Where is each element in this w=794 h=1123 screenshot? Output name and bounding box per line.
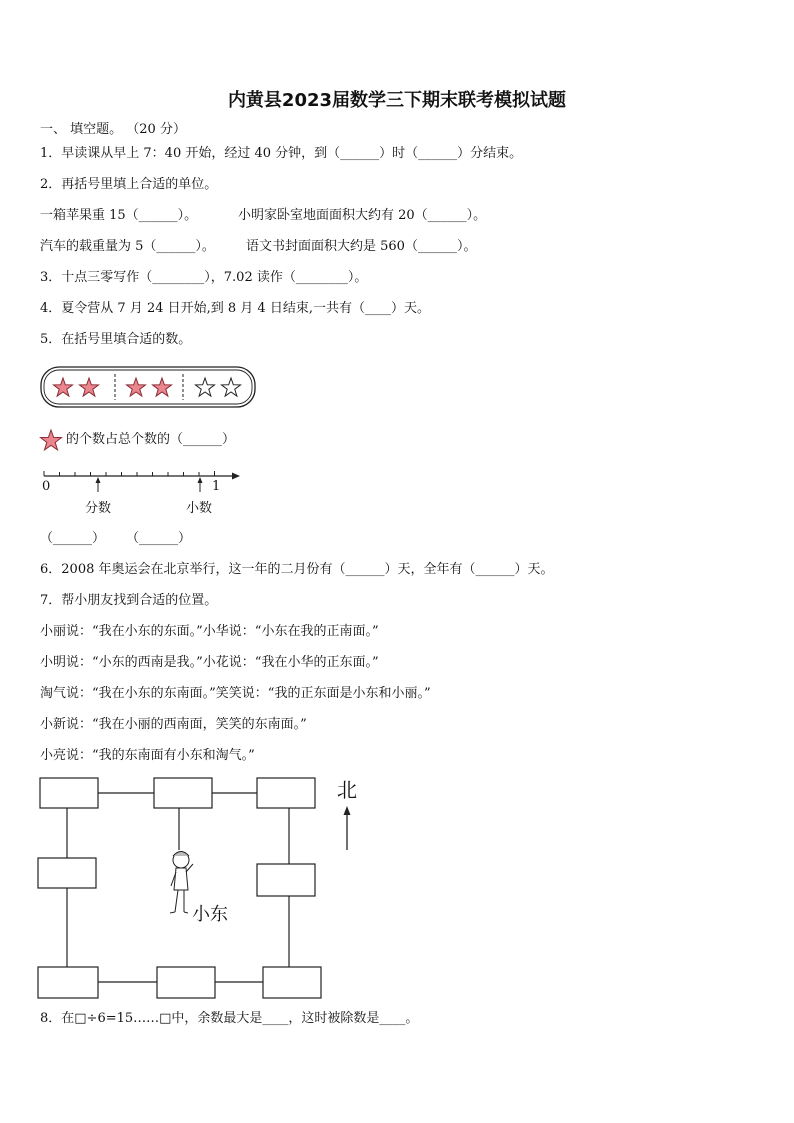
question-1: 1．早读课从早上 7：40 开始，经过 40 分钟，到（______）时（______）分结束。: [40, 146, 523, 161]
map-box-bottom-right: [263, 967, 321, 998]
star-filled-4: [152, 378, 171, 396]
question-2b: 小明家卧室地面面积大约有 20（______）。: [238, 208, 487, 223]
north-label: 北: [337, 778, 357, 802]
question-2d: 语文书封面面积大约是 560（______）。: [246, 239, 477, 254]
child-figure: [170, 852, 193, 914]
number-line-label-decimal: 小数: [186, 501, 213, 516]
star-empty-2: [221, 378, 240, 396]
page-title: 内黄县2023届数学三下期末联考模拟试题: [227, 90, 567, 111]
star-group-figure: [38, 364, 260, 412]
question-4: 4．夏令营从 7 月 24 日开始,到 8 月 4 日结束,一共有（____）天。: [40, 301, 430, 316]
map-box-top-left: [40, 778, 98, 808]
position-map: [36, 772, 376, 1004]
star-filled-2: [79, 378, 98, 396]
star-empty-1: [195, 378, 214, 396]
question-6: 6．2008 年奥运会在北京举行，这一年的二月份有（______）天，全年有（______）天。: [40, 562, 554, 577]
star-fraction-question: 的个数占总个数的（______）: [66, 432, 236, 447]
question-7-line-5: 小亮说：“我的东南面有小东和淘气。”: [40, 748, 255, 763]
star-filled-3: [126, 378, 145, 396]
number-line-one: 1: [212, 479, 221, 494]
child-label: 小东: [192, 904, 228, 925]
question-5: 5．在括号里填合适的数。: [40, 332, 192, 347]
question-2c: 汽车的载重量为 5（______）。: [40, 239, 215, 254]
map-box-bottom-left: [38, 967, 98, 998]
map-box-middle-right: [257, 864, 315, 896]
question-8: 8．在□÷6=15……□中，余数最大是____，这时被除数是____。: [40, 1011, 419, 1026]
map-box-bottom-middle: [157, 967, 215, 998]
question-7-line-1: 小丽说：“我在小东的东面。”小华说：“小东在我的正南面。”: [40, 624, 379, 639]
question-7-line-3: 淘气说：“我在小东的东南面。”笑笑说：“我的正东面是小东和小丽。”: [40, 686, 431, 701]
question-7: 7．帮小朋友找到合适的位置。: [40, 593, 218, 608]
star-filled-1: [53, 378, 72, 396]
question-7-line-2: 小明说：“小东的西南是我。”小花说：“我在小华的正东面。”: [40, 655, 379, 670]
question-7-line-4: 小新说：“我在小丽的西南面，笑笑的东南面。”: [40, 717, 307, 732]
number-line-label-fraction: 分数: [85, 501, 112, 516]
map-box-middle-left: [38, 858, 96, 888]
blank-fraction: （______）: [40, 531, 106, 546]
section-heading: 一、 填空题。 （20 分）: [40, 122, 186, 137]
blank-decimal: （______）: [126, 531, 192, 546]
number-line-zero: 0: [42, 479, 51, 494]
map-box-top-middle: [154, 778, 212, 808]
question-3: 3．十点三零写作（________），7.02 读作（________）。: [40, 270, 368, 285]
star-icon: [38, 428, 64, 454]
map-box-top-right: [257, 778, 315, 808]
question-2: 2．再括号里填上合适的单位。: [40, 177, 218, 192]
question-2a: 一箱苹果重 15（______）。: [40, 208, 198, 223]
